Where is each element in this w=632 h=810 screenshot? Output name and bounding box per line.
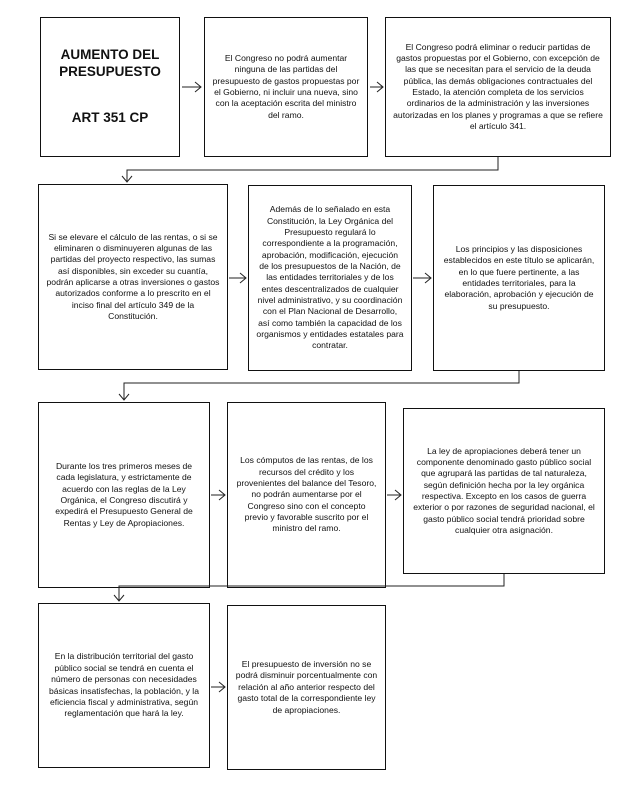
title-article: ART 351 CP	[71, 110, 149, 126]
arrow-box-4-to-box-5	[413, 273, 431, 283]
arrow-box-5-to-box-6	[119, 371, 519, 400]
arrow-box-2-to-box-3	[122, 157, 498, 182]
arrow-box-3-to-box-4	[229, 273, 246, 283]
arrow-box-7-to-box-8	[387, 490, 401, 500]
box-3-text: Si se elevare el cálculo de las rentas, o si se eliminaren o disminuyeren algunas de las partidas del proyecto respectivo, las sumas así disponibles, sin exceder su cuantía, podrán aplicarse a otras inversiones o gastos autorizados conforme a lo prescrito en el inciso final del artículo 349 de la Constitución.	[46, 231, 220, 322]
box-4-text: Además de lo señalado en esta Constitución, la Ley Orgánica del Presupuesto regulará lo correspondiente a la programación, aprobación, modificación, ejecución de los presupuestos de la Nación, de las entidades territoriales y de los entes descentralizados de cualquier nivel administrativo, y su coordinación con el Plan Nacional de Desarrollo, así como también la capacidad de los organismos y entidades estatales para contratar.	[256, 204, 404, 351]
box-7-text: Los cómputos de las rentas, de los recursos del crédito y los provenientes del balance del Tesoro, no podrán aumentarse por el Congreso sino con el concepto previo y favorable suscrito por el ministro del ramo.	[236, 455, 377, 534]
box-5-text: Los principios y las disposiciones establecidos en este título se aplicarán, en lo que fuere pertinente, a las entidades territoriales, para la elaboración, aprobación y ejecución de su presupuesto.	[443, 243, 595, 311]
arrow-title-to-box-1	[182, 82, 201, 92]
arrow-box-9-to-box-10	[211, 682, 225, 692]
box-10-text: El presupuesto de inversión no se podrá disminuir porcentualmente con relación al año anterior respecto del gasto total de la correspondiente ley de apropiaciones.	[235, 659, 378, 715]
title-line-1: AUMENTO DEL	[60, 46, 160, 62]
box-6-text: Durante los tres primeros meses de cada legislatura, y estrictamente de acuerdo con las reglas de la Ley Orgánica, el Congreso discutirá y expedirá el Presupuesto General de Rentas y Ley de Apropiaciones.	[55, 460, 193, 528]
title-line-2: PRESUPUESTO	[59, 63, 161, 79]
box-1-text: El Congreso no podrá aumentar ninguna de las partidas del presupuesto de gastos propuestas por el Gobierno, ni incluir una nueva, sino con la aceptación escrita del ministro del ramo.	[212, 52, 360, 120]
arrow-box-1-to-box-2	[370, 82, 383, 92]
box-8-text: La ley de apropiaciones deberá tener un componente denominado gasto público social que agrupará las partidas de tal naturaleza, según definición hecha por la ley orgánica respectiva. Excepto en los casos de guerra exterior o por razones de seguridad nacional, el gasto público social tendrá prioridad sobre cualquier otra asignación.	[413, 445, 595, 536]
arrow-box-8-to-box-9	[114, 574, 504, 601]
arrow-box-6-to-box-7	[211, 490, 225, 500]
box-9-text: En la distribución territorial del gasto público social se tendrá en cuenta el número de personas con necesidades básicas insatisfechas, la población, y la eficiencia fiscal y administrativa, según reglamentación que hará la ley.	[49, 651, 199, 719]
box-2-text: El Congreso podrá eliminar o reducir partidas de gastos propuestas por el Gobierno, con excepción de las que se necesitan para el servicio de la deuda pública, las demás obligaciones contractuales del Estado, la atención completa de los servicios ordinarios de la administración y las inversiones autorizadas en los planes y programas a que se refiere el artículo 341.	[393, 41, 603, 132]
